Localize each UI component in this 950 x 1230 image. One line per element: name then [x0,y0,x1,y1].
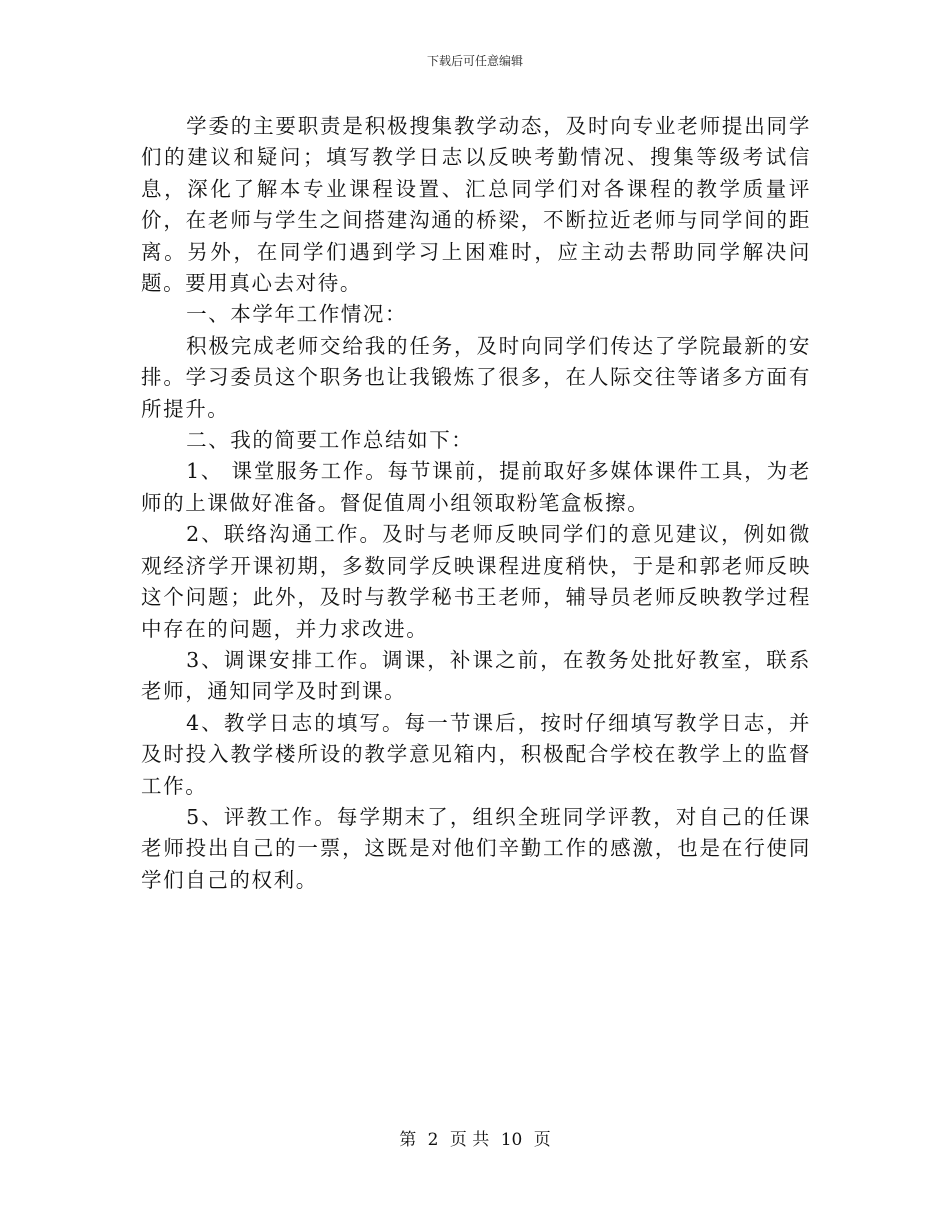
section-heading-2: 二、我的简要工作总结如下： [186,428,474,453]
page-header: 下载后可任意编辑 [426,54,523,68]
footer-total-pages: 10 [500,1130,523,1150]
list-item-2: 2、联络沟通工作。及时与老师反映同学们的意见建议，例如微观经济学开课初期，多数同学反映课程进度稍快，于是和郭老师反映这个问题；此外，及时与教学秘书王老师，辅导员老师反映教学过程中存在的问题，并力求改进。 [141,522,811,641]
footer-middle: 页 共 [449,1130,490,1150]
footer-prefix: 第 [399,1130,417,1150]
list-item-1: 1、 课堂服务工作。每节课前，提前取好多媒体课件工具，为老师的上课做好准备。督促值周小组领取粉笔盒板擦。 [141,459,811,515]
page-footer [0,1129,950,1151]
section-heading-1: 一、本学年工作情况： [186,302,408,327]
list-item-4: 4、教学日志的填写。每一节课后，按时仔细填写教学日志，并及时投入教学楼所设的教学意见箱内，积极配合学校在教学上的监督工作。 [141,710,811,798]
paragraph-intro: 学委的主要职责是积极搜集教学动态，及时向专业老师提出同学们的建议和疑问；填写教学日志以反映考勤情况、搜集等级考试信息，深化了解本专业课程设置、汇总同学们对各课程的教学质量评价，在老师与学生之间搭建沟通的桥梁，不断拉近老师与同学间的距离。另外，在同学们遇到学习上困难时，应主动去帮助同学解决问题。要用真心去对待。 [141,114,811,296]
footer-page-number: 2 [427,1130,439,1150]
footer-suffix: 页 [533,1130,551,1150]
list-item-3: 3、调课安排工作。调课，补课之前，在教务处批好教室，联系老师，通知同学及时到课。 [141,647,811,704]
list-item-5: 5、评教工作。每学期末了，组织全班同学评教，对自己的任课老师投出自己的一票，这既是对他们辛勤工作的感激，也是在行使同学们自己的权利。 [141,804,811,892]
document-body [141,111,811,896]
paragraph-section-1: 积极完成老师交给我的任务，及时向同学们传达了学院最新的安排。学习委员这个职务也让我锻炼了很多，在人际交往等诸多方面有所提升。 [141,333,811,421]
